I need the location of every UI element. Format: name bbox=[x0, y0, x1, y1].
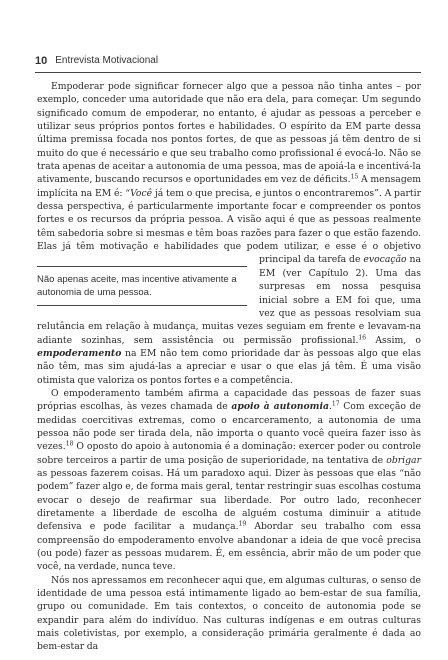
text-run: O empoderamento também afirma a capacidade das pessoas de fazer suas próprias escolhas, às vezes chamada de bbox=[37, 387, 421, 413]
running-header bbox=[35, 54, 421, 73]
pull-quote: Não apenas aceite, mas incentive ativamente a autonomia de uma pessoa. bbox=[37, 266, 247, 306]
text-run: Nós nos apressamos em reconhecer aqui que, em algumas culturas, o senso de identidade de uma pessoa está intimamente ligado ao bem-estar de sua família, grupo ou comunidade. Em tais contextos, o conceito de autonomia pode se expandir para além do indivíduo. Nas culturas indígenas e em outras culturas mais coletivistas, por exemplo, a consideração primária geralmente é dada ao bem-estar da bbox=[37, 574, 421, 653]
text-run: empoderamento bbox=[37, 347, 122, 359]
text-run: evocação bbox=[363, 254, 407, 266]
text-run: Assim, o bbox=[366, 334, 422, 346]
text-run: na EM não tem como prioridade dar às pessoas algo que elas não têm, mas sim ajudá-las a apreciar e usar o que elas já têm. É uma visão otimista que valoriza os pontos fortes e a competência. bbox=[37, 347, 421, 386]
text-run: as pessoas fazerem coisas. Há um paradoxo aqui. Dizer às pessoas que elas “não podem” fazer algo e, de forma mais geral, tentar restringir suas escolhas costuma evocar o desejo de reafirmar sua liberdade. Por outro lado, reconhecer diretamente a liberdade de escolha de alguém costuma diminuir a atitude defensiva e pode facilitar a mudança. bbox=[37, 467, 421, 533]
text-run: obrigar bbox=[386, 454, 421, 466]
paragraph bbox=[37, 387, 421, 574]
footnote-ref: 19 bbox=[238, 520, 247, 528]
running-title: Entrevista Motivacional bbox=[55, 55, 159, 66]
text-run: apoio à autonomia bbox=[231, 401, 329, 413]
paragraph bbox=[37, 80, 421, 387]
text-run: A mensagem implícita na EM é: “ bbox=[37, 174, 421, 199]
text-run: O oposto do apoio à autonomia é a dominação: exercer poder ou controle sobre terceiros a partir de uma posição de superioridade, na tentativa de bbox=[37, 441, 421, 466]
text-run: Você bbox=[130, 187, 153, 199]
text-run: Empoderar pode significar fornecer algo que a pessoa não tinha antes – por exemplo, conceder uma autoridade que não era dela, para começar. Um segundo significado comum de empoderar, no entanto, é ajudar as pessoas a perceber e utilizar seus próprios pontos fortes e habilidades. O espírito da EM parte dessa última premissa focada nos pontos fortes, de que as pessoas já têm dentro de si muito do que é necessário e que seu trabalho como profissional é evocá-lo. Não se trata apenas de aceitar a autonomia de uma pessoa, mas de apoiá-la e incentivá-la ativamente, buscando recursos e oportunidades em vez de déficits. bbox=[37, 81, 421, 186]
footnote-ref: 17 bbox=[331, 400, 340, 408]
footnote-ref: 16 bbox=[358, 334, 367, 342]
text-run: na EM (ver Capítulo 2). Uma das surpresas em nossa pesquisa inicial sobre a EM foi que, uma vez que as pessoas resolviam sua relutância em relação à mudança, muitas vezes seguiam em frente e levavam-na adiante sozinhas, sem assistência ou permissão profissional. bbox=[37, 254, 421, 346]
text-run: Com exceção de medidas coercitivas extremas, como o encarceramento, a autonomia de uma pessoa não pode ser tirada dela, não importa o quanto você queira fazer isso às vezes. bbox=[37, 401, 421, 453]
footnote-ref: 18 bbox=[65, 440, 74, 448]
paragraph bbox=[37, 574, 421, 654]
text-run: Abordar seu trabalho com essa compreensão do empoderamento envolve abandonar a ideia de que você precisa (ou pode) fazer as pessoas mudarem. É, em essência, abrir mão de um poder que você, na verdade, nunca teve. bbox=[37, 521, 421, 573]
footnote-ref: 15 bbox=[350, 173, 359, 181]
page-number: 10 bbox=[35, 55, 48, 67]
body-text bbox=[37, 80, 421, 654]
text-run: já tem o que precisa, e juntos o encontraremos”. A partir dessa perspectiva, é particularmente importante focar e compreender os pontos fortes e os recursos da própria pessoa. A visão aqui é que as pessoas realmente têm sabedoria sobre si mesmas e têm boas razões para fazer o que estão fazendo. Elas já têm motivação e habilidades que podem utilizar, e esse é o objetivo principal da tarefa de bbox=[37, 187, 421, 266]
text-run: . bbox=[328, 401, 332, 413]
